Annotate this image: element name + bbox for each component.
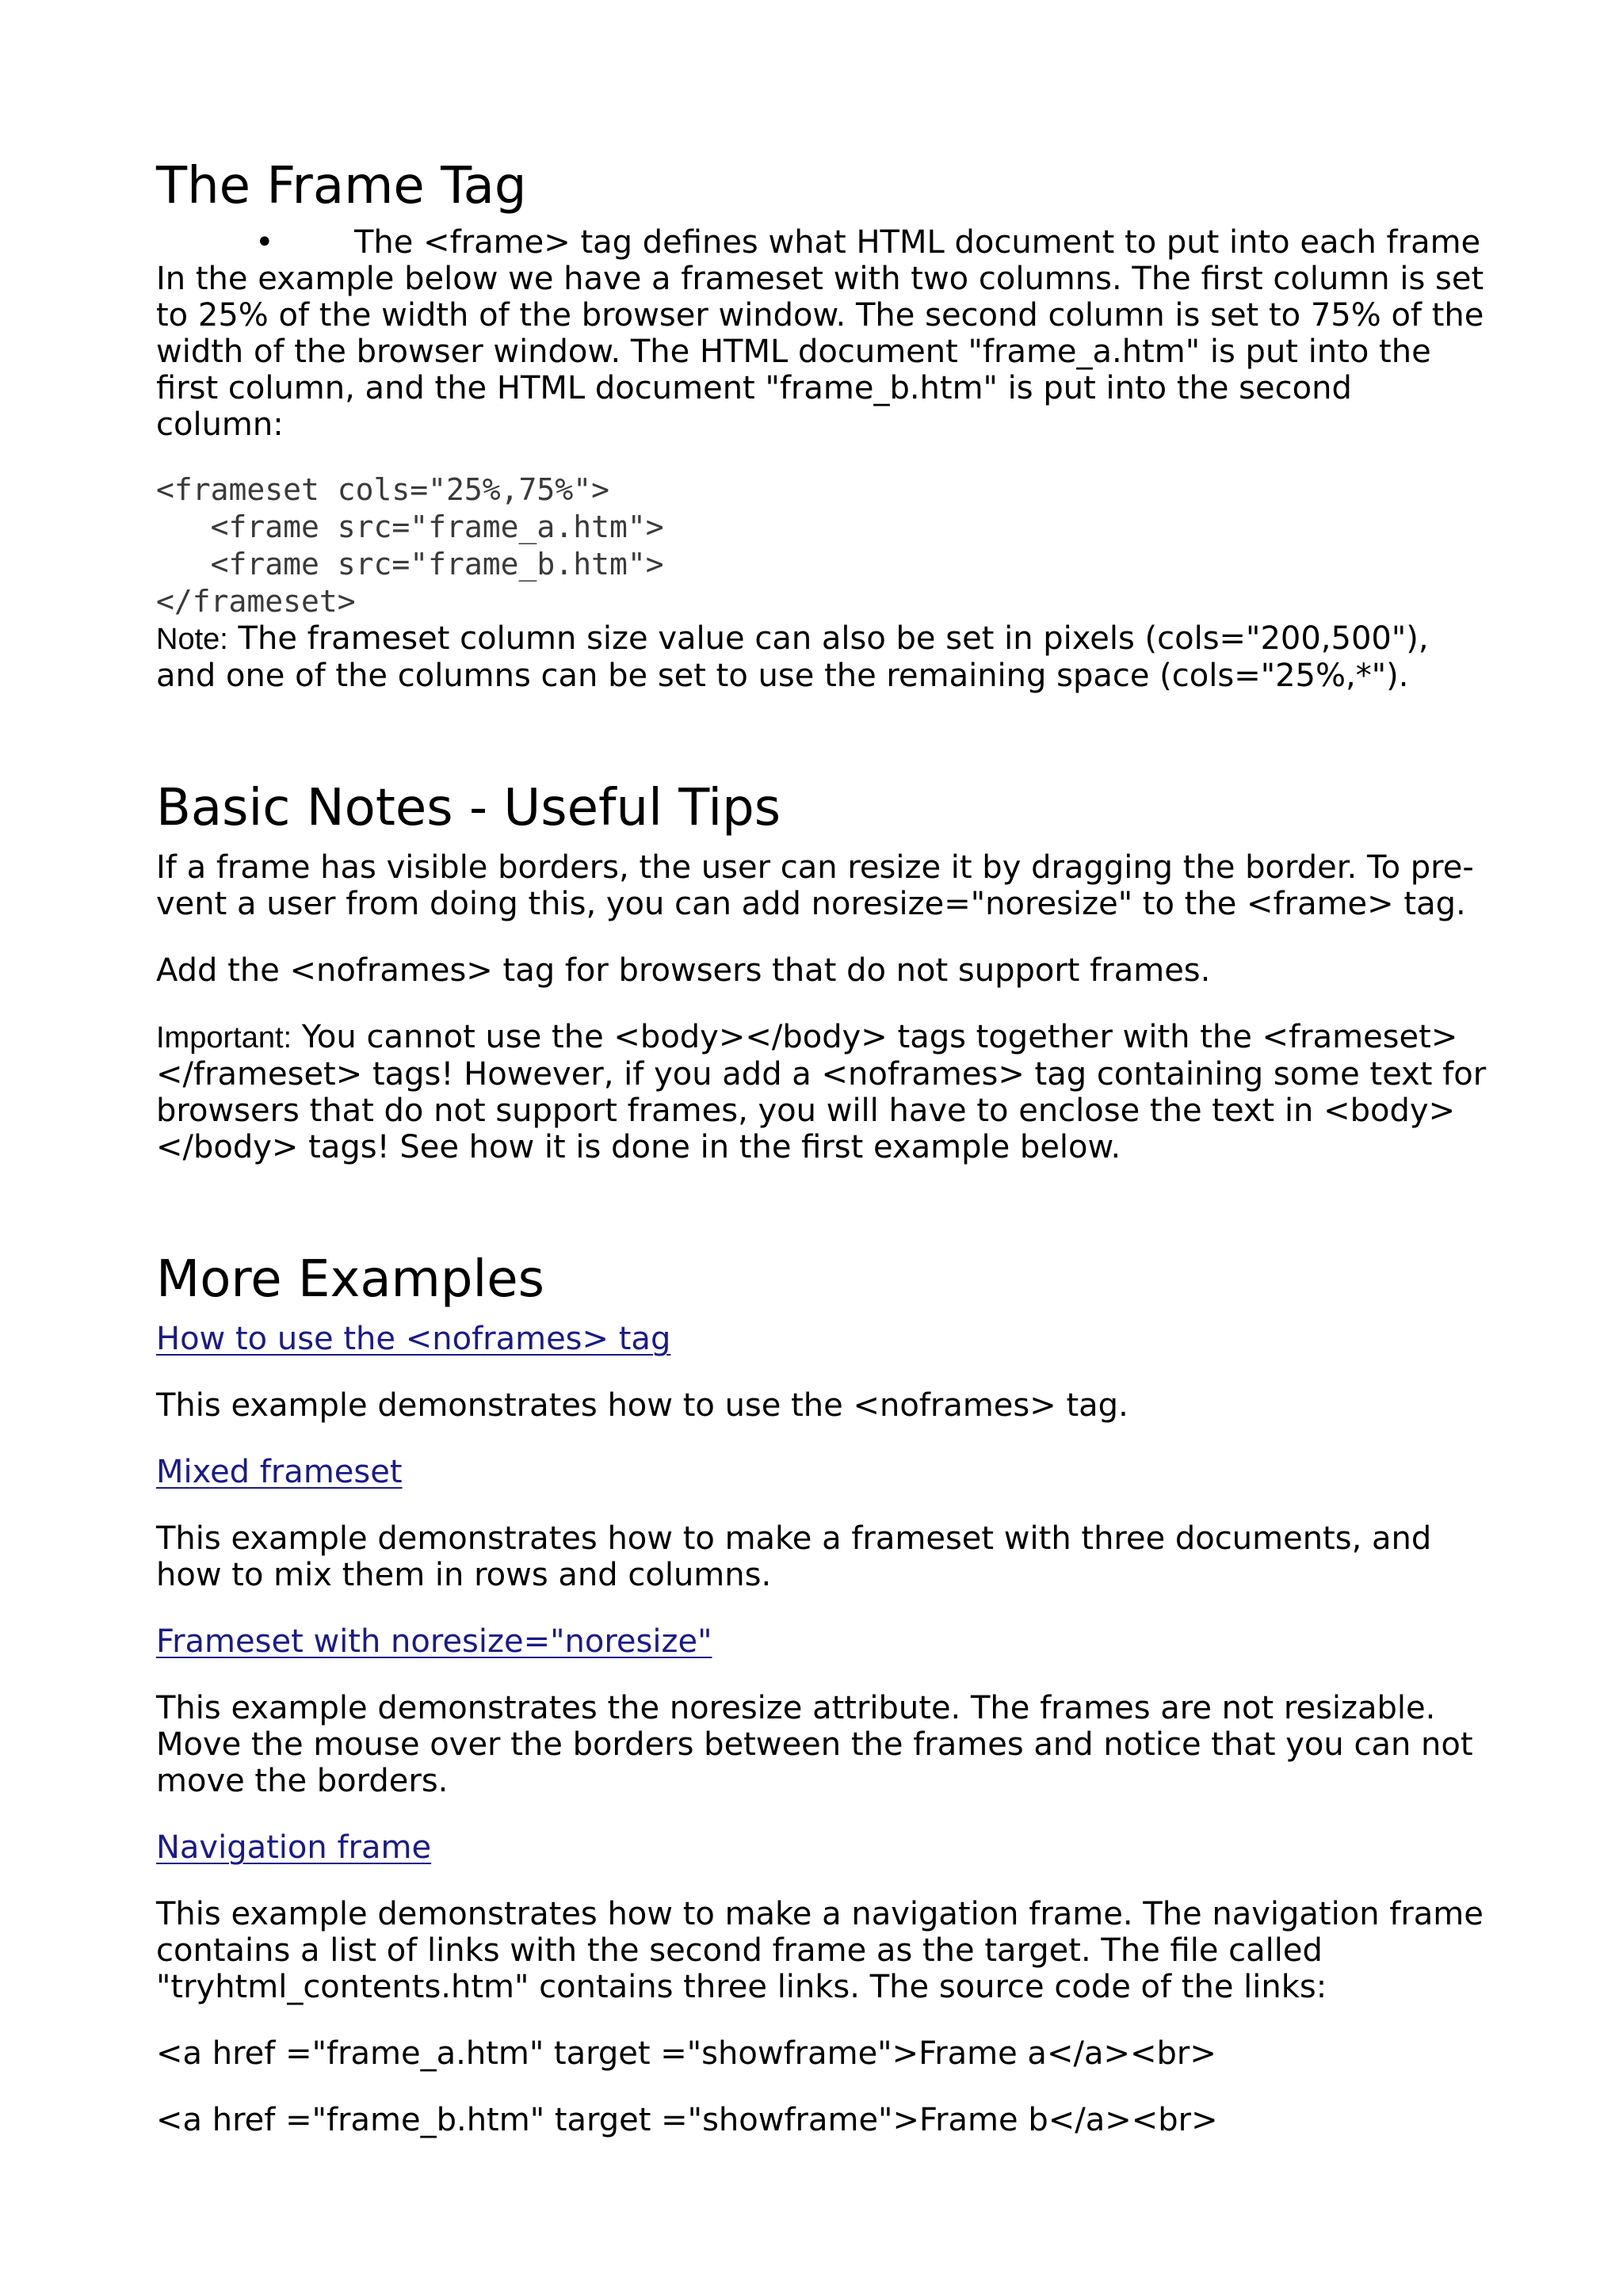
document-page [156,154,1487,2138]
frame-intro-paragraph: In the example below we have a frameset with two columns. The first column is set to 25% of the width of the browser window. The second column is set to 75% of the width of the browser window. The HTML document "frame_a.htm" is put into the first column, and the HTML document "frame_b.htm" is put into the second column: [156,261,1484,443]
note-paragraph [156,620,1487,694]
example-description: This example demonstrates how to use the <noframes> tag. [156,1387,1128,1424]
important-text: You cannot use the <body></body> tags together with the <frameset></frameset> tags! However, if you add a <noframes> tag containing some text for browsers that do not support frames, you will have to enclose the text in <body></body> tags! See how it is done in the first example below. [156,1019,1487,1165]
noframes-paragraph: Add the <noframes> tag for browsers that do not support frames. [156,952,1211,989]
bullet-item [156,224,1487,261]
bullet-icon: • [255,224,274,261]
example-link-paragraph [156,1321,1487,1357]
noframes-example-link[interactable]: How to use the <noframes> tag [156,1321,671,1357]
note-label: Note: [156,623,228,656]
example-description: This example demonstrates the noresize attribute. The frames are not resizable. Move the mouse over the borders between the frames and notice that you can not move the borders. [156,1690,1473,1799]
mixed-frameset-link[interactable]: Mixed frameset [156,1454,403,1490]
link-code-line: <a href ="frame_b.htm" target ="showframe">Frame b</a><br> [156,2102,1218,2138]
important-label: Important: [156,1021,292,1055]
example-link-paragraph [156,1829,1487,1866]
heading-frame-tag: The Frame Tag [156,157,527,215]
heading-more-examples: More Examples [156,1250,544,1309]
link-code-line: <a href ="frame_a.htm" target ="showframe">Frame a</a><br> [156,2035,1216,2072]
example-link-paragraph [156,1454,1487,1490]
heading-basic-notes: Basic Notes - Useful Tips [156,779,781,837]
resize-paragraph: If a frame has visible borders, the user can resize it by dragging the border. To pre-vent a user from doing this, you can add noresize="noresize" to the <frame> tag. [156,849,1474,922]
example-description: This example demonstrates how to make a frameset with three documents, and how to mix them in rows and columns. [156,1520,1432,1593]
frameset-code-block: <frameset cols="25%,75%"> <frame src="frame_a.htm"> <frame src="frame_b.htm"> </frameset> [156,472,664,619]
example-link-paragraph [156,1623,1487,1660]
important-paragraph [156,1019,1487,1165]
bullet-text: The <frame> tag defines what HTML document to put into each frame [354,224,1481,261]
example-description: This example demonstrates how to make a navigation frame. The navigation frame contains a list of links with the second frame as the target. The file called "tryhtml_contents.htm" contains three links. The source code of the links: [156,1896,1484,2005]
navigation-frame-link[interactable]: Navigation frame [156,1829,432,1866]
note-text: The frameset column size value can also be set in pixels (cols="200,500"), and one of the columns can be set to use the remaining space (cols="25%,*"). [156,620,1429,694]
noresize-frameset-link[interactable]: Frameset with noresize="noresize" [156,1623,712,1660]
